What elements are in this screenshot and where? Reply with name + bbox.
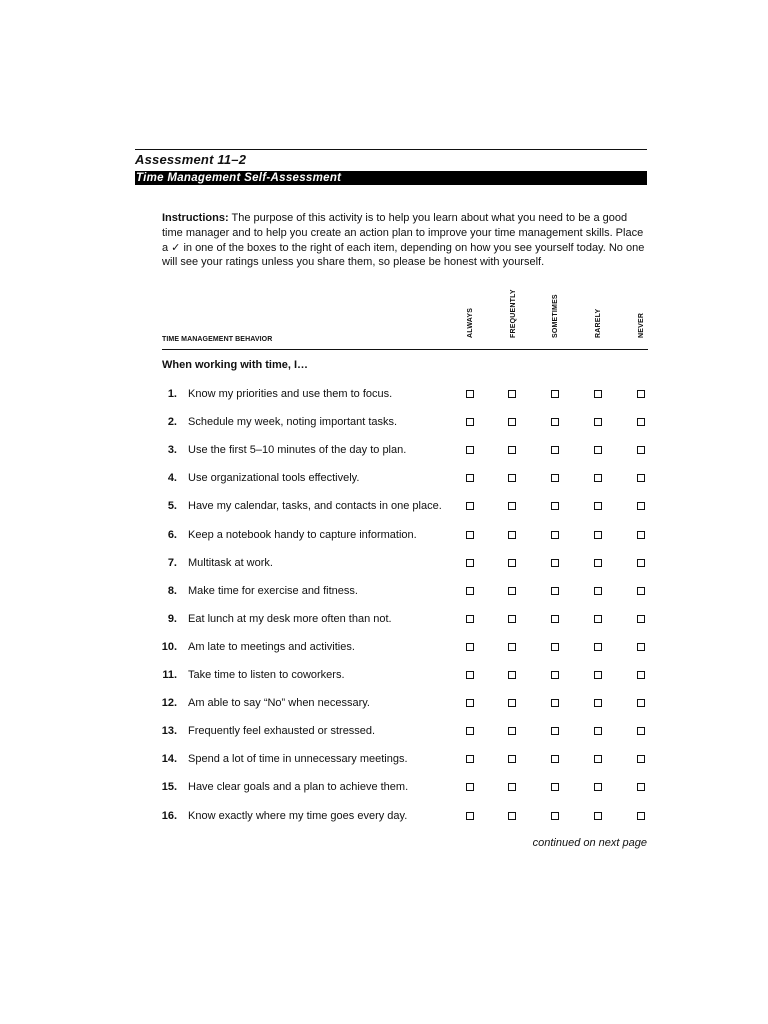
item-text: Am late to meetings and activities. [188, 640, 355, 653]
table-row [0, 555, 768, 571]
item-text: Use the first 5–10 minutes of the day to plan. [188, 444, 407, 457]
checkbox-always[interactable] [466, 643, 474, 651]
column-header-never: NEVER [638, 312, 645, 338]
checkbox-always[interactable] [466, 446, 474, 454]
item-number: 14. [161, 753, 177, 766]
checkbox-sometimes[interactable] [551, 446, 559, 454]
table-row [0, 639, 768, 655]
item-text: Have clear goals and a plan to achieve them. [188, 781, 409, 794]
checkbox-never[interactable] [637, 783, 645, 791]
checkbox-always[interactable] [466, 587, 474, 595]
instructions-body: The purpose of this activity is to help you learn about what you need to be a good time manager and to help you create an action plan to improve your time management skills. Place a ✓ in one of the boxes to the right of each item, depending on how you see yourself today. No one will see your ratings unless you share them, so please be honest with yourself. [162, 212, 645, 269]
checkbox-frequently[interactable] [508, 446, 516, 454]
checkbox-always[interactable] [466, 812, 474, 820]
checkbox-frequently[interactable] [508, 643, 516, 651]
checkbox-sometimes[interactable] [551, 615, 559, 623]
checkbox-frequently[interactable] [508, 727, 516, 735]
item-number: 8. [167, 584, 177, 597]
checkbox-never[interactable] [637, 390, 645, 398]
checkbox-always[interactable] [466, 390, 474, 398]
table-row [0, 527, 768, 543]
checkbox-sometimes[interactable] [551, 755, 559, 763]
item-text: Use organizational tools effectively. [188, 472, 360, 485]
checkbox-always[interactable] [466, 531, 474, 539]
item-number: 16. [161, 809, 177, 822]
checkbox-rarely[interactable] [594, 446, 602, 454]
checkbox-sometimes[interactable] [551, 559, 559, 567]
item-number: 1. [167, 388, 177, 400]
checkbox-frequently[interactable] [508, 474, 516, 482]
checkbox-rarely[interactable] [594, 699, 602, 707]
checkbox-frequently[interactable] [508, 671, 516, 679]
item-text: Keep a notebook handy to capture information. [188, 528, 417, 541]
column-header-always: ALWAYS [467, 307, 474, 338]
checkbox-frequently[interactable] [508, 390, 516, 398]
checkbox-never[interactable] [637, 474, 645, 482]
checkbox-never[interactable] [637, 531, 645, 539]
checkbox-always[interactable] [466, 727, 474, 735]
checkbox-sometimes[interactable] [551, 531, 559, 539]
checkbox-sometimes[interactable] [551, 727, 559, 735]
item-text: Spend a lot of time in unnecessary meetings. [188, 753, 408, 766]
checkbox-never[interactable] [637, 446, 645, 454]
checkbox-rarely[interactable] [594, 812, 602, 820]
checkbox-frequently[interactable] [508, 699, 516, 707]
checkbox-always[interactable] [466, 474, 474, 482]
column-header-frequently: FREQUENTLY [510, 289, 517, 338]
top-rule [135, 149, 647, 150]
checkbox-rarely[interactable] [594, 502, 602, 510]
item-number: 15. [161, 781, 177, 794]
checkbox-always[interactable] [466, 615, 474, 623]
checkbox-never[interactable] [637, 559, 645, 567]
checkbox-sometimes[interactable] [551, 783, 559, 791]
checkbox-always[interactable] [466, 699, 474, 707]
checkbox-never[interactable] [637, 671, 645, 679]
checkbox-rarely[interactable] [594, 559, 602, 567]
table-row [0, 470, 768, 486]
checkbox-sometimes[interactable] [551, 418, 559, 426]
checkbox-rarely[interactable] [594, 615, 602, 623]
checkbox-never[interactable] [637, 643, 645, 651]
checkbox-always[interactable] [466, 783, 474, 791]
item-text: Am able to say “No” when necessary. [188, 697, 370, 710]
checkbox-frequently[interactable] [508, 587, 516, 595]
checkbox-sometimes[interactable] [551, 699, 559, 707]
table-row [0, 583, 768, 599]
checkbox-always[interactable] [466, 502, 474, 510]
checkbox-frequently[interactable] [508, 812, 516, 820]
item-number: 11. [162, 669, 177, 681]
checkbox-sometimes[interactable] [551, 643, 559, 651]
checkbox-rarely[interactable] [594, 390, 602, 398]
item-number: 6. [167, 528, 177, 541]
checkbox-rarely[interactable] [594, 671, 602, 679]
item-number: 13. [161, 725, 177, 738]
checkbox-never[interactable] [637, 727, 645, 735]
checkbox-rarely[interactable] [594, 587, 602, 595]
table-row [0, 611, 768, 627]
item-text: Schedule my week, noting important tasks. [188, 416, 398, 429]
continued-note: continued on next page [532, 837, 647, 849]
checkbox-never[interactable] [637, 812, 645, 820]
checkbox-never[interactable] [637, 699, 645, 707]
checkbox-never[interactable] [637, 587, 645, 595]
item-number: 9. [167, 612, 177, 625]
header-rule [162, 349, 648, 350]
checkbox-rarely[interactable] [594, 755, 602, 763]
instructions [162, 211, 648, 270]
checkbox-never[interactable] [637, 755, 645, 763]
item-number: 10. [161, 640, 177, 653]
checkbox-frequently[interactable] [508, 418, 516, 426]
checkbox-rarely[interactable] [594, 727, 602, 735]
checkbox-frequently[interactable] [508, 783, 516, 791]
item-number: 3. [167, 444, 177, 457]
checkbox-never[interactable] [637, 418, 645, 426]
checkbox-frequently[interactable] [508, 615, 516, 623]
item-number: 12. [161, 697, 177, 710]
checkbox-rarely[interactable] [594, 531, 602, 539]
column-header-rarely: RARELY [595, 308, 602, 338]
checkbox-sometimes[interactable] [551, 671, 559, 679]
item-text: Know my priorities and use them to focus. [188, 388, 393, 400]
table-row [0, 808, 768, 824]
item-number: 7. [167, 556, 177, 569]
table-row [0, 779, 768, 795]
checkbox-always[interactable] [466, 559, 474, 567]
table-row [0, 723, 768, 739]
checkbox-rarely[interactable] [594, 643, 602, 651]
table-row [0, 751, 768, 767]
checkbox-sometimes[interactable] [551, 474, 559, 482]
instructions-lead: Instructions: [162, 212, 229, 224]
behavior-column-header: TIME MANAGEMENT BEHAVIOR [162, 336, 273, 343]
title-bar [135, 171, 647, 185]
checkbox-sometimes[interactable] [551, 812, 559, 820]
checkbox-rarely[interactable] [594, 474, 602, 482]
checkbox-rarely[interactable] [594, 783, 602, 791]
checkbox-frequently[interactable] [508, 559, 516, 567]
assessment-title: Time Management Self-Assessment [136, 172, 342, 184]
checkbox-sometimes[interactable] [551, 390, 559, 398]
table-row [0, 498, 768, 514]
item-text: Have my calendar, tasks, and contacts in one place. [188, 500, 442, 513]
item-number: 5. [167, 500, 177, 513]
item-number: 4. [167, 472, 177, 485]
checkbox-frequently[interactable] [508, 502, 516, 510]
table-row [0, 667, 768, 683]
table-row [0, 695, 768, 711]
checkbox-always[interactable] [466, 671, 474, 679]
item-text: Eat lunch at my desk more often than not. [188, 612, 392, 625]
item-text: Multitask at work. [188, 556, 273, 569]
assessment-label: Assessment 11–2 [135, 152, 247, 167]
checkbox-always[interactable] [466, 755, 474, 763]
table-row [0, 386, 768, 402]
item-number: 2. [167, 416, 177, 429]
checkbox-sometimes[interactable] [551, 587, 559, 595]
checkbox-frequently[interactable] [508, 531, 516, 539]
checkbox-rarely[interactable] [594, 418, 602, 426]
checkbox-sometimes[interactable] [551, 502, 559, 510]
checkbox-always[interactable] [466, 418, 474, 426]
table-row [0, 442, 768, 458]
checkbox-never[interactable] [637, 615, 645, 623]
table-row [0, 414, 768, 430]
checkbox-frequently[interactable] [508, 755, 516, 763]
item-text: Frequently feel exhausted or stressed. [188, 725, 376, 738]
item-text: Make time for exercise and fitness. [188, 584, 358, 597]
item-text: Take time to listen to coworkers. [188, 669, 345, 681]
column-header-sometimes: SOMETIMES [552, 294, 559, 338]
checkbox-never[interactable] [637, 502, 645, 510]
item-text: Know exactly where my time goes every day. [188, 809, 408, 822]
section-label: When working with time, I… [162, 359, 309, 371]
